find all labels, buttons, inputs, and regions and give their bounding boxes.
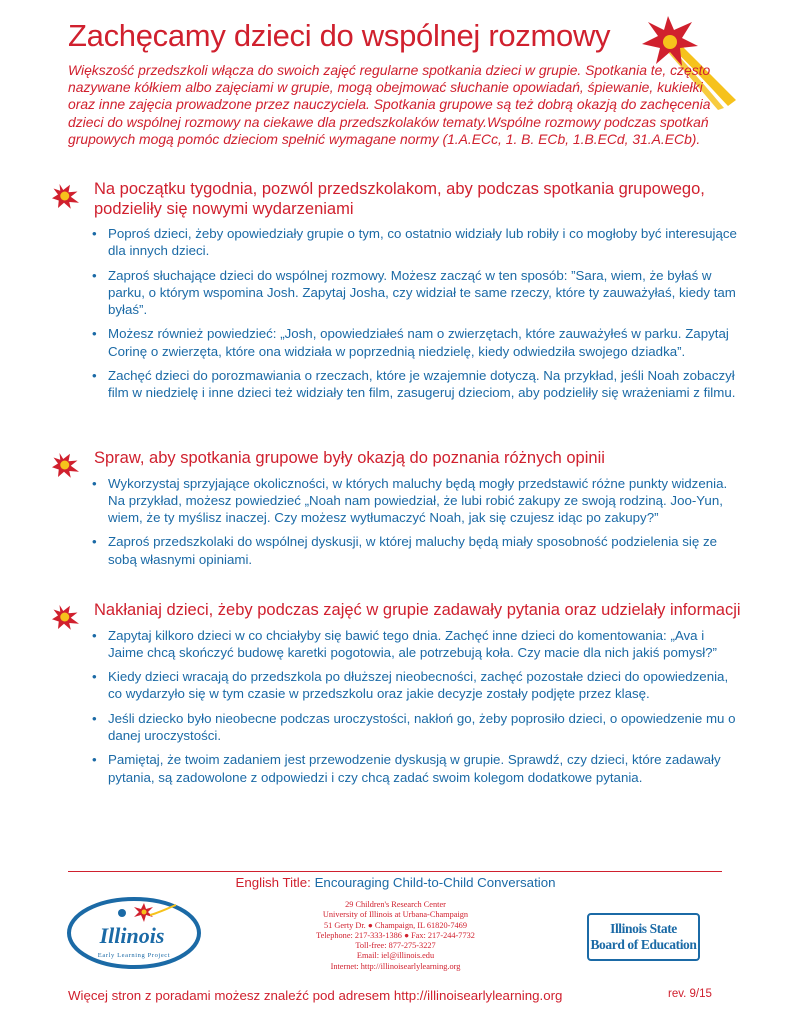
list-item: • Poproś dzieci, żeby opowiedziały grupie o tym, co ostatnio widziały lub robiły i co mogłoby być interesujące dla innych dzieci. (92, 225, 742, 260)
star-icon (52, 603, 82, 631)
english-title-text: Encouraging Child-to-Child Conversation (314, 875, 556, 890)
contact-info (278, 900, 513, 972)
section-2 (52, 449, 742, 575)
section-1 (52, 180, 742, 409)
english-title-label: English Title: (235, 875, 311, 890)
isbe-logo (587, 913, 700, 961)
logo-name: Illinois (99, 923, 165, 948)
isbe-logo-line: Illinois State (610, 921, 677, 936)
list-item: • Jeśli dziecko było nieobecne podczas uroczystości, nakłoń go, żeby poprosiło dzieci, o opowiedzenie mu o danej uroczystości. (92, 710, 742, 745)
logo-subtitle: Early Learning Project (97, 952, 171, 959)
list-item: • Możesz również powiedzieć: „Josh, opowiedziałeś nam o zwierzętach, które zauważyłeś w parku. Zapytaj Corinę o zwierzęta, które ona widziała w poprzednią niedzielę, kiedy odwiedziła swojego dziadka”. (92, 325, 742, 360)
contact-line[interactable]: Email: iel@illinois.edu (356, 951, 435, 961)
section-heading: Spraw, aby spotkania grupowe były okazją do poznania różnych opinii (94, 449, 605, 467)
illinois-early-learning-logo (66, 895, 206, 970)
contact-line: 51 Gerty Dr. ● Champaign, IL 61820-7469 (324, 920, 467, 930)
section-3 (52, 601, 742, 793)
list-item: • Kiedy dzieci wracają do przedszkola po dłuższej nieobecności, zachęć pozostałe dzieci do opowiedzenia, co wydarzyło się w tym czasie w przedszkolu oraz jakie decyzje zostały podjęte przez klasę. (92, 668, 742, 703)
list-item: • Pamiętaj, że twoim zadaniem jest przewodzenie dyskusją w grupie. Sprawdź, czy dzieci, które zadawały pytania, są zadowolone z odpowiedzi i czy chcą zadać swoim kolegom dodatkowe pytania. (92, 751, 742, 786)
bullet-list (92, 627, 742, 786)
footer-divider (68, 871, 722, 872)
contact-line: 29 Children's Research Center (345, 900, 446, 909)
list-item: • Zaproś przedszkolaki do wspólnej dyskusji, w której maluchy będą miały sposobność podzielenia się ze sobą własnymi opiniami. (92, 533, 742, 568)
star-icon (52, 451, 82, 479)
section-heading: Nakłaniaj dzieci, żeby podczas zajęć w grupie zadawały pytania oraz udzielały informacji (94, 601, 741, 619)
revision-label: rev. 9/15 (668, 988, 712, 1000)
english-title (0, 875, 791, 890)
page-title: Zachęcamy dzieci do wspólnej rozmowy (68, 18, 611, 53)
contact-line[interactable]: Internet: http://illinoisearlylearning.org (330, 961, 461, 971)
list-item: • Wykorzystaj sprzyjające okoliczności, w których maluchy będą mogły przedstawić różne punkty widzenia. Na przykład, możesz powiedzieć „Noah nam powiedział, że lubi robić zakupy ze swoją rodziną. Joo-Yun, wiem, że ty myślisz inaczej. Czy możesz wytłumaczyć Noah, jak się czujesz idąc po zakupy?” (92, 475, 742, 527)
star-icon (52, 182, 82, 210)
contact-line: Telephone: 217-333-1386 ● Fax: 217-244-7732 (316, 930, 475, 940)
section-heading: Na początku tygodnia, pozwól przedszkolakom, aby podczas spotkania grupowego, podzieliły się nowymi wydarzeniami (94, 180, 705, 218)
footer-text[interactable]: Więcej stron z poradami możesz znaleźć pod adresem http://illinoisearlylearning.org (68, 988, 563, 1003)
contact-line: University of Illinois at Urbana-Champaign (322, 910, 469, 920)
isbe-logo-line: Board of Education (590, 937, 697, 952)
list-item: • Zachęć dzieci do porozmawiania o rzeczach, które je wzajemnie dotyczą. Na przykład, jeśli Noah zobaczył film w niedzielę i inne dzieci też widziały ten film, zasugeruj dzieciom, aby podzieliły się wrażeniami z filmu. (92, 367, 742, 402)
intro-paragraph: Większość przedszkoli włącza do swoich zajęć regularne spotkania dzieci w grupie. Spotkania te, często nazywane kółkiem albo zajęciami w grupie, mogą obejmować słuchanie opowiadań, śpiewanie, kukiełki oraz inne zajęcia prowadzone przez nauczyciela. Spotkania grupowe są też dobrą okazją do zachęcenia dzieci do wspólnej rozmowy na ciekawe dla przedszkolaków tematy.Wspólne rozmowy podczas spotkań grupowych mogą pomóc dzieciom spełnić wymagane normy (1.A.ECc, 1. B. ECb, 1.B.ECd, 31.A.ECb). (68, 62, 711, 147)
bullet-list (92, 475, 742, 568)
bullet-list (92, 225, 742, 402)
contact-line: Toll-free: 877-275-3227 (355, 941, 436, 951)
list-item: • Zapytaj kilkoro dzieci w co chciałyby się bawić tego dnia. Zachęć inne dzieci do komentowania: „Ava i Jaime chcą skończyć budowę karetki pogotowia, ale potrzebują koła. Czy macie dla nich jakiś pomysł?” (92, 627, 742, 662)
list-item: • Zaproś słuchające dzieci do wspólnej rozmowy. Możesz zacząć w ten sposób: ”Sara, wiem, że byłaś w parku, o którym wspomina Josh. Zapytaj Josha, czy widział te same rzeczy, które ty zauważyłaś, kiedy tam byłaś”. (92, 267, 742, 319)
